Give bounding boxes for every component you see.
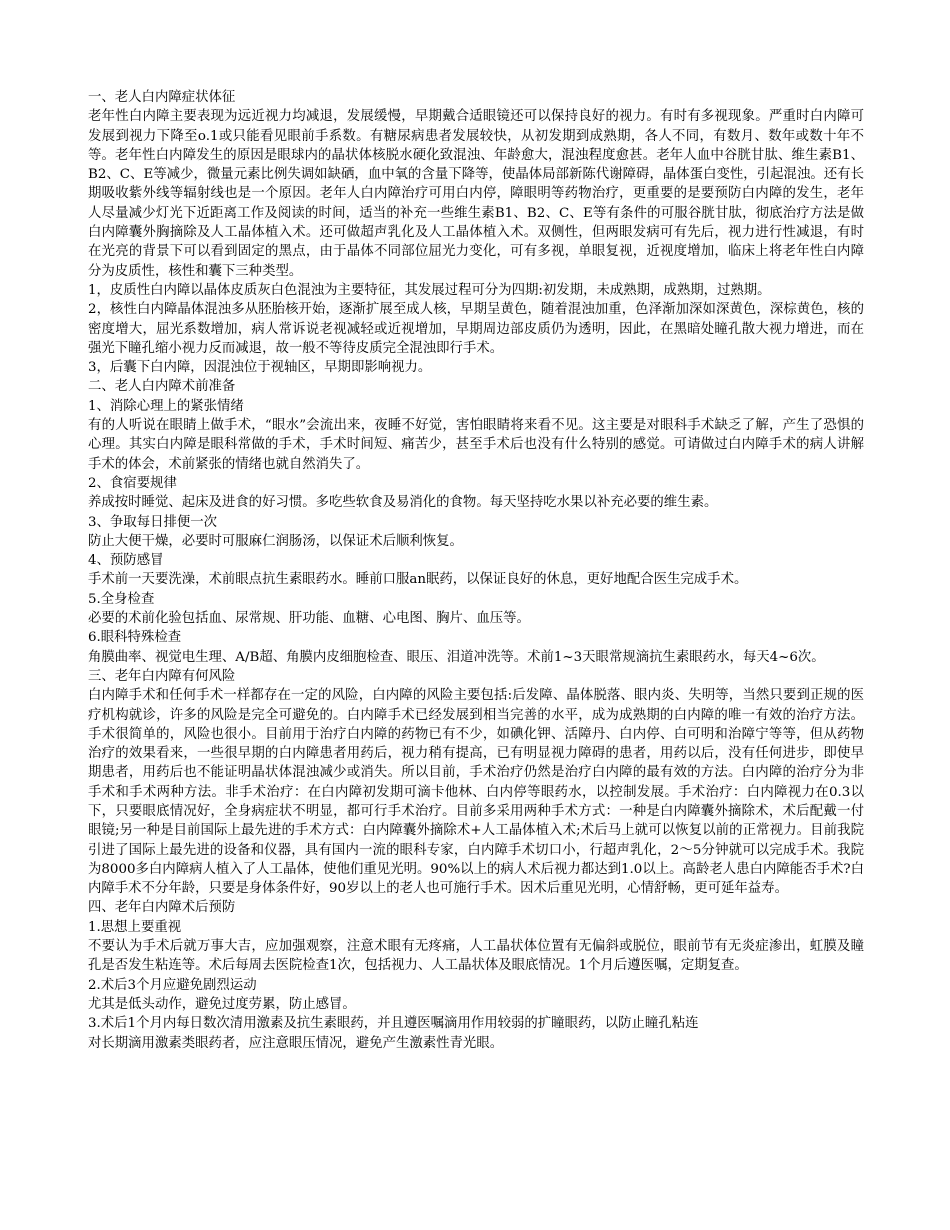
paragraph-routine: 养成按时睡觉、起床及进食的好习惯。多吃些软食及易消化的食物。每天坚持吃水果以补充必要的维生素。: [88, 495, 718, 511]
paragraph-symptoms: 老年性白内障主要表现为远近视力均减退，发展缓慢，早期戴合适眼镜还可以保持良好的视力。有时有多视现象。严重时白内障可发展到视力下降至o.1或只能看见眼前手系数。有糖尿病患者发展较快，从初发期到成熟期，各人不同，有数月、数年或数十年不等。老年性白内障发生的原因是眼球内的晶状体核脱水硬化致混浊、年龄愈大，混浊程度愈甚。老年人血中谷胱甘肽、维生素B1、B2、C、E等减少，微量元素比例失调如缺硒，血中氧的含量下降等，使晶体局部新陈代谢障碍，晶体蛋白变性，引起混浊。还有长期吸收紫外线等辐射线也是一个原因。老年人白内障治疗可用白内停，障眼明等药物治疗，更重要的是要预防白内障的发生，老年人尽量减少灯光下近距离工作及阅读的时间，适当的补充一些维生素B1、B2、C、E等有条件的可服谷胱甘肽，彻底治疗方法是做白内障囊外胸摘除及人工晶体植入术。还可做超声乳化及人工晶体植入术。双侧性，但两眼发病可有先后，视力进行性减退，有时在光亮的背景下可以看到固定的黑点，由于晶体不同部位屈光力变化，可有多视，单眼复视，近视度增加，临床上将老年性白内障分为皮质性，核性和囊下三种类型。: [88, 109, 864, 279]
paragraph-anxiety: 有的人听说在眼睛上做手术，“眼水”会流出来，夜睡不好觉，害怕眼睛将来看不见。这主要是对眼科手术缺乏了解，产生了恐惧的心理。其实白内障是眼科常做的手术，手术时间短、痛苦少，甚至手术后也没有什么特别的感觉。可请做过白内障手术的病人讲解手术的体会，术前紧张的情绪也就自然消失了。: [88, 418, 864, 472]
section-heading-preparation: 二、老人白内障术前准备: [88, 379, 236, 395]
paragraph-eye-exam: 角膜曲率、视觉电生理、A/B超、角膜内皮细胞检查、眼压、泪道冲洗等。术前1~3天眼常规滴抗生素眼药水，每天4~6次。: [88, 649, 825, 665]
subheading-bowel: 3、争取每日排便一次: [88, 514, 218, 530]
paragraph-eyedrops: 对长期滴用激素类眼药者，应注意眼压情况，避免产生激素性青光眼。: [88, 1035, 504, 1051]
paragraph-nuclear-type: 2，核性白内障晶体混浊多从胚胎核开始，逐渐扩展至成人核，早期呈黄色，随着混浊加重，色泽渐加深如深黄色，深棕黄色，核的密度增大，屈光系数增加，病人常诉说老视减轻或近视增加，早期周边部皮质仍为透明，因此，在黑暗处瞳孔散大视力增进，而在强光下瞳孔缩小视力反而减退，故一般不等待皮质完全混浊即行手术。: [88, 302, 864, 356]
paragraph-general-exam: 必要的术前化验包括血、尿常规、肝功能、血糖、心电图、胸片、血压等。: [88, 611, 530, 627]
subheading-exercise: 2.术后3个月应避免剧烈运动: [88, 977, 257, 993]
paragraph-risks: 白内障手术和任何手术一样都存在一定的风险，白内障的风险主要包括:后发障、晶体脱落、眼内炎、失明等，当然只要到正规的医疗机构就诊，许多的风险是完全可避免的。白内障手术已经发展到相当完善的水平，成为成熟期的白内障的唯一有效的治疗方法。手术很简单的，风险也很小。目前用于治疗白内障的药物已有不少，如碘化钾、活障丹、白内停、白可明和治障宁等等，但从药物治疗的效果看来，一些很早期的白内障患者用药后，视力稍有提高，已有明显视力障碍的患者，用药以后，没有任何进步，即使早期患者，用药后也不能证明晶状体混浊减少或消失。所以目前，手术治疗仍然是治疗白内障的最有效的方法。白内障的治疗分为非手术和手术两种方法。非手术治疗：在白内障初发期可滴卡他林、白内停等眼药水，以控制发展。手术治疗：白内障视力在0.3以下，只要眼底情况好，全身病症状不明显，都可行手术治疗。目前多采用两种手术方式：一种是白内障囊外摘除术，术后配戴一付眼镜;另一种是目前国际上最先进的手术方式：白内障囊外摘除术+人工晶体植入术;术后马上就可以恢复以前的正常视力。目前我院引进了国际上最先进的设备和仪器，具有国内一流的眼科专家，白内障手术切口小，行超声乳化，2～5分钟就可以完成手术。我院为8000多白内障病人植入了人工晶体，使他们重见光明。90%以上的病人术后视力都达到1.0以上。高龄老人患白内障能否手术?白内障手术不分年龄，只要是身体条件好，90岁以上的老人也可施行手术。因术后重见光明，心情舒畅，更可延年益寿。: [88, 688, 864, 897]
document-body: [88, 88, 864, 1053]
paragraph-subcapsular-type: 3，后囊下白内障，因混浊位于视轴区，早期即影响视力。: [88, 360, 432, 376]
paragraph-cold: 手术前一天要洗澡，术前眼点抗生素眼药水。睡前口服an眠药，以保证良好的休息，更好地配合医生完成手术。: [88, 572, 748, 588]
paragraph-bowel: 防止大便干燥，必要时可服麻仁润肠汤，以保证术后顺利恢复。: [88, 533, 463, 549]
paragraph-attention: 不要认为手术后就万事大吉，应加强观察，注意术眼有无疼痛，人工晶状体位置有无偏斜或脱位，眼前节有无炎症渗出，虹膜及瞳孔是否发生粘连等。术后每周去医院检查1次，包括视力、人工晶状体及眼底情况。1个月后遵医嘱，定期复查。: [88, 939, 864, 974]
subheading-cold: 4、预防感冒: [88, 553, 164, 569]
section-heading-symptoms: 一、老人白内障症状体征: [88, 90, 236, 105]
subheading-anxiety: 1、消除心理上的紧张情绪: [88, 398, 244, 414]
section-heading-risks: 三、老年白内障有何风险: [88, 668, 236, 684]
subheading-eye-exam: 6.眼科特殊检查: [88, 630, 182, 646]
subheading-routine: 2、食宿要规律: [88, 475, 177, 491]
paragraph-cortical-type: 1，皮质性白内障以晶体皮质灰白色混浊为主要特征，其发展过程可分为四期:初发期，未成熟期，成熟期，过熟期。: [88, 282, 771, 298]
paragraph-exercise: 尤其是低头动作，避免过度劳累，防止感冒。: [88, 996, 356, 1012]
subheading-general-exam: 5.全身检查: [88, 591, 155, 607]
section-heading-postop: 四、老年白内障术后预防: [88, 900, 236, 916]
subheading-eyedrops: 3.术后1个月内每日数次清用激素及抗生素眼药，并且遵医嘱滴用作用较弱的扩瞳眼药，以防止瞳孔粘连: [88, 1016, 699, 1032]
subheading-attention: 1.思想上要重视: [88, 919, 182, 935]
